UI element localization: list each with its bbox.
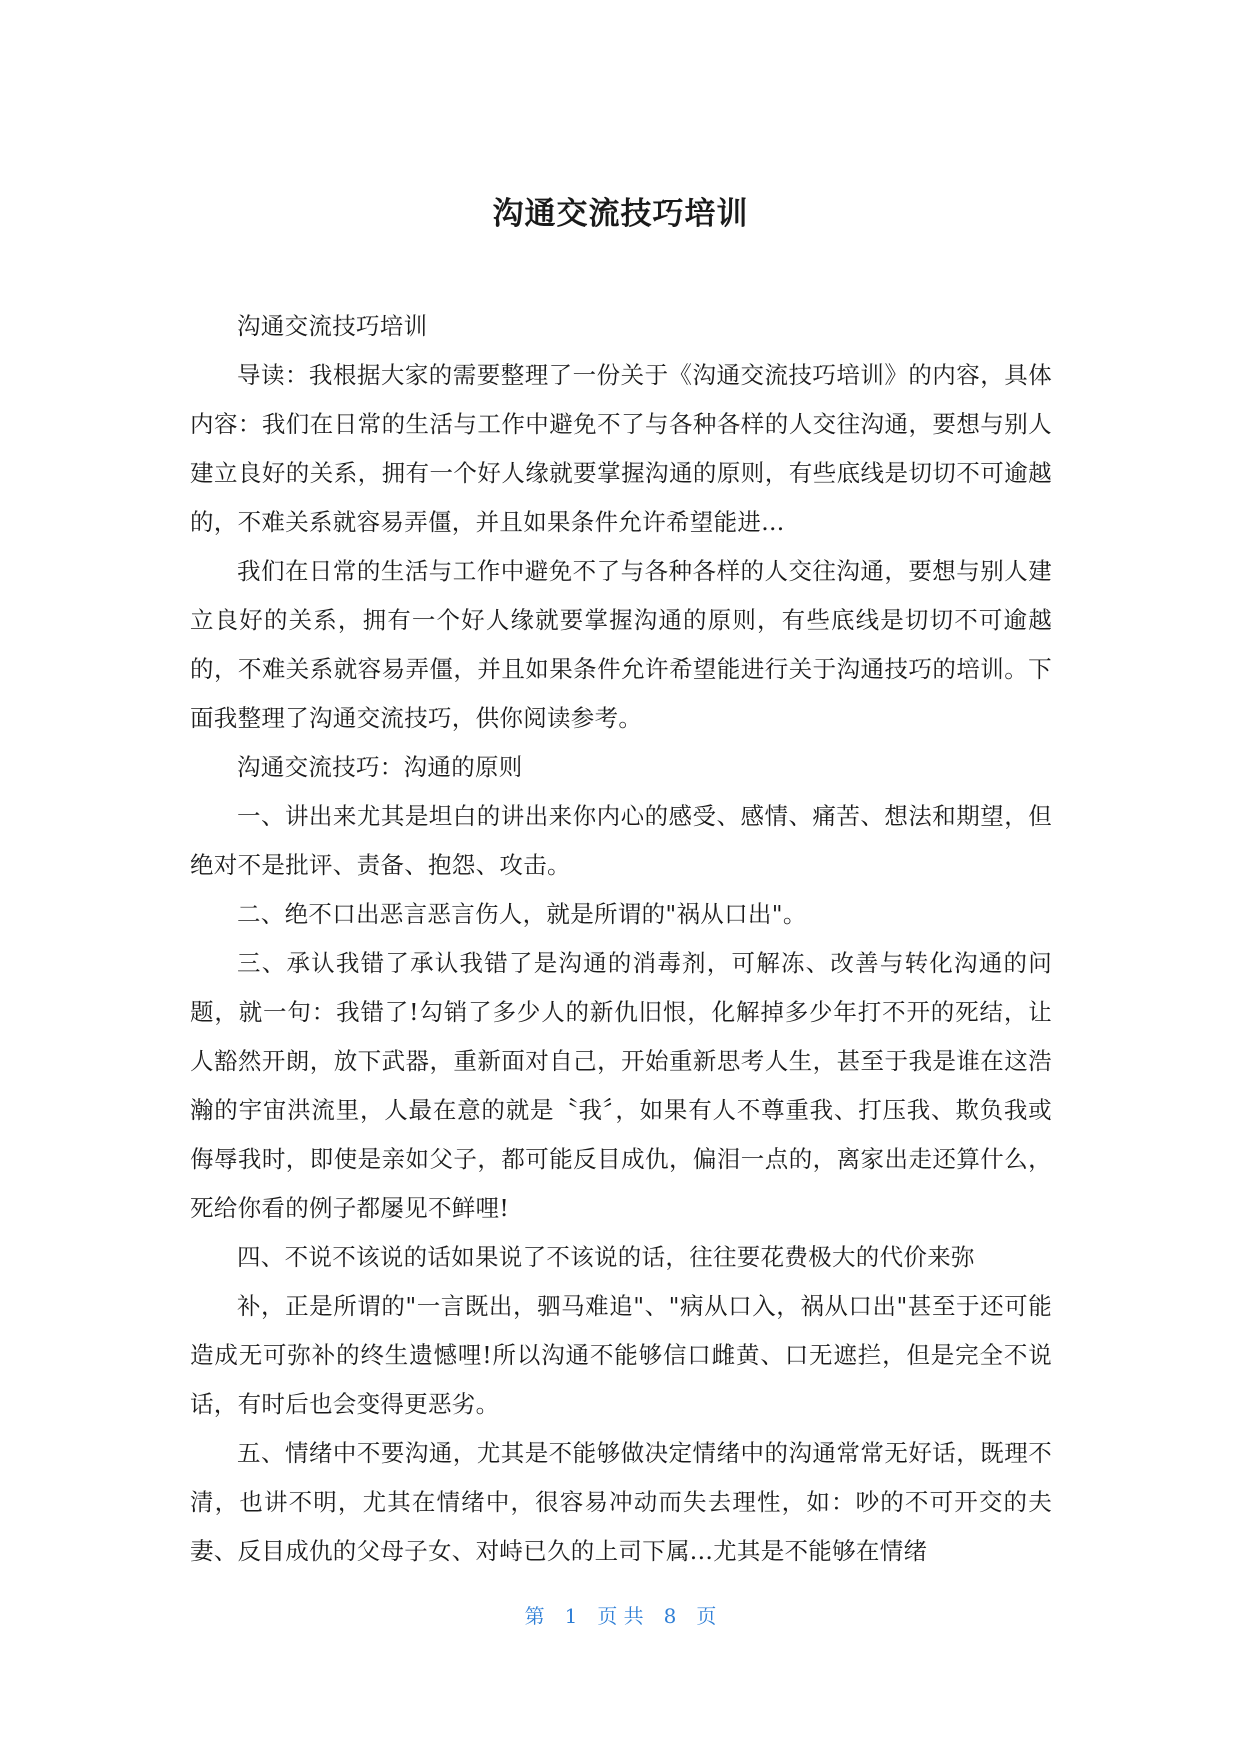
- paragraph: 导读：我根据大家的需要整理了一份关于《沟通交流技巧培训》的内容，具体内容：我们在日常的生活与工作中避免不了与各种各样的人交往沟通，要想与别人建立良好的关系，拥有一个好人缘就要掌握沟通的原则，有些底线是切切不可逾越的，不难关系就容易弄僵，并且如果条件允许希望能进...: [190, 361, 1052, 536]
- footer-suffix: 页: [696, 1604, 717, 1628]
- paragraph: 五、情绪中不要沟通，尤其是不能够做决定情绪中的沟通常常无好话，既理不清，也讲不明，尤其在情绪中，很容易冲动而失去理性，如：吵的不可开交的夫妻、反目成仇的父母子女、对峙已久的上司下属...尤其是不能够在情绪: [190, 1439, 1052, 1565]
- footer-total-pages: 8: [663, 1604, 677, 1628]
- paragraph: 二、绝不口出恶言恶言伤人，就是所谓的"祸从口出"。: [237, 900, 807, 928]
- document-body: [190, 302, 1052, 1576]
- page-footer: [0, 1600, 1241, 1629]
- footer-middle: 页 共: [597, 1604, 644, 1628]
- paragraph: 补，正是所谓的"一言既出，驷马难追"、"病从口入，祸从口出"甚至于还可能造成无可弥补的终生遗憾哩!所以沟通不能够信口雌黄、口无遮拦，但是完全不说话，有时后也会变得更恶劣。: [190, 1292, 1052, 1418]
- paragraph: 沟通交流技巧：沟通的原则: [237, 753, 523, 781]
- document-title: 沟通交流技巧培训: [492, 196, 749, 232]
- paragraph: 沟通交流技巧培训: [237, 312, 428, 340]
- footer-page-number: 1: [564, 1604, 578, 1628]
- paragraph: 我们在日常的生活与工作中避免不了与各种各样的人交往沟通，要想与别人建立良好的关系，拥有一个好人缘就要掌握沟通的原则，有些底线是切切不可逾越的，不难关系就容易弄僵，并且如果条件允许希望能进行关于沟通技巧的培训。下面我整理了沟通交流技巧，供你阅读参考。: [190, 557, 1052, 732]
- paragraph: 四、不说不该说的话如果说了不该说的话，往往要花费极大的代价来弥: [237, 1243, 975, 1271]
- paragraph: 三、承认我错了承认我错了是沟通的消毒剂，可解冻、改善与转化沟通的问题，就一句：我错了!勾销了多少人的新仇旧恨，化解掉多少年打不开的死结，让人豁然开朗，放下武器，重新面对自己，开始重新思考人生，甚至于我是谁在这浩瀚的宇宙洪流里，人最在意的就是〝我〞，如果有人不尊重我、打压我、欺负我或侮辱我时，即使是亲如父子，都可能反目成仇，偏泪一点的，离家出走还算什么，死给你看的例子都屡见不鲜哩!: [190, 949, 1052, 1222]
- footer-prefix: 第: [524, 1604, 545, 1628]
- paragraph: 一、讲出来尤其是坦白的讲出来你内心的感受、感情、痛苦、想法和期望，但绝对不是批评、责备、抱怨、攻击。: [190, 802, 1052, 879]
